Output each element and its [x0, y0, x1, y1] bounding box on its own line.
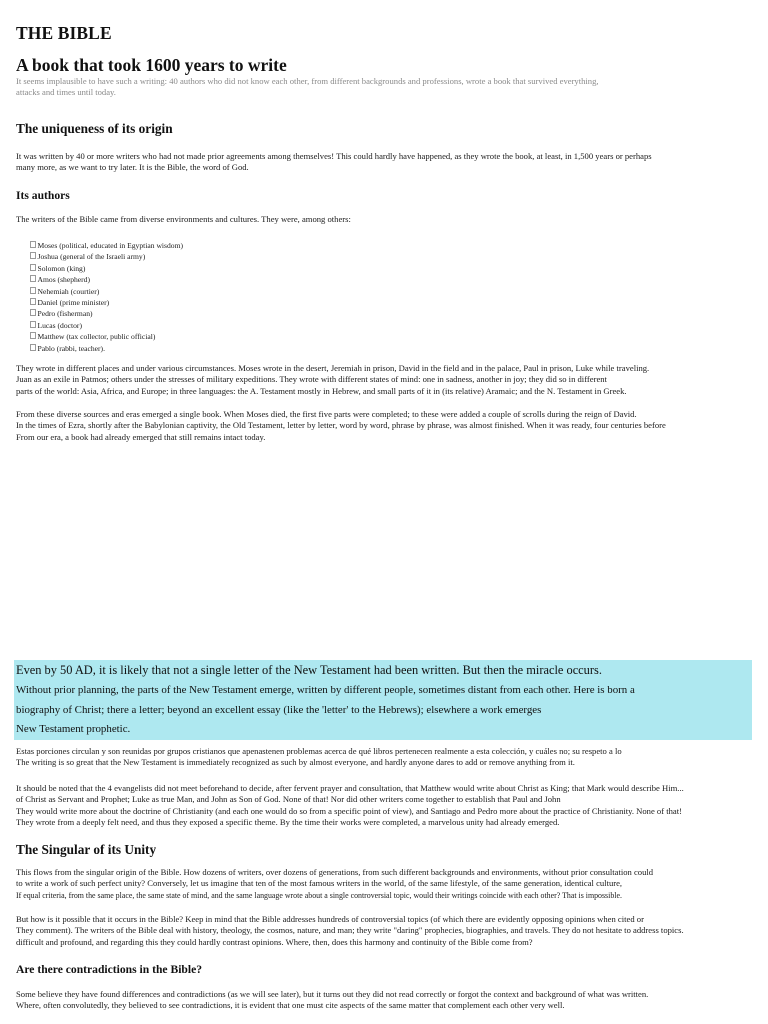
paragraph-line: It was written by 40 or more writers who had not made prior agreements among themselves! This could hardly have happened, as they wrote the book, at least, in 1,500 years or perhaps: [16, 151, 652, 161]
highlight-line: Even by 50 AD, it is likely that not a single letter of the New Testament had been written. But then the miracle occurs.: [16, 663, 602, 677]
unity-paragraph: [16, 867, 653, 901]
list-item-text: Lucas (doctor): [37, 320, 82, 330]
paragraph-line: Some believe they have found differences and contradictions (as we will see later), but it turns out they did not read correctly or forgot the context and background of what was written.: [16, 989, 649, 999]
circulation-paragraph: [16, 746, 622, 769]
list-item-text: Nehemiah (courtier): [37, 286, 100, 296]
list-item-text: Pedro (fisherman): [37, 309, 93, 319]
paragraph-line: From these diverse sources and eras emerged a single book. When Moses died, the first five parts were completed; to these were added a couple of scrolls during the reign of David.: [16, 409, 637, 419]
controversial-paragraph: [16, 914, 684, 948]
section-heading-contradictions: Are there contradictions in the Bible?: [16, 963, 203, 976]
list-item-text: Joshua (general of the Israeli army): [37, 252, 146, 262]
list-item-text: Amos (shepherd): [37, 275, 91, 285]
paragraph-line: If equal criteria, from the same place, the same state of mind, and the same language wrote about a single controversial topic, would their writings coincide with each other? That is impossible.: [16, 890, 622, 900]
paragraph-line: They wrote in different places and under various circumstances. Moses wrote in the desert, Jeremiah in prison, David in the field and in the palace, Paul in prison, Luke while traveling.: [16, 363, 650, 373]
evangelists-paragraph: [16, 783, 684, 828]
uniqueness-paragraph: [16, 151, 652, 174]
intro-paragraph: [16, 76, 716, 99]
paragraph-line: many more, as we want to try later. It is the Bible, the word of God.: [16, 162, 249, 173]
highlight-line: Without prior planning, the parts of the New Testament emerge, written by different people, sometimes distant from each other. Here is born a: [16, 684, 635, 696]
list-item: [30, 320, 183, 331]
bullet-box-icon: [30, 241, 36, 248]
list-item: [30, 263, 183, 274]
highlight-line: New Testament prophetic.: [16, 723, 131, 735]
list-item-text: Matthew (tax collector, public official): [37, 332, 156, 342]
paragraph-line: This flows from the singular origin of the Bible. How dozens of writers, over dozens of generations, from such different backgrounds and environments, without prior consultation could: [16, 867, 654, 877]
list-item-text: Solomon (king): [37, 263, 86, 273]
section-heading-uniqueness: The uniqueness of its origin: [16, 121, 173, 136]
highlight-line: biography of Christ; there a letter; beyond an excellent essay (like the 'letter' to the Hebrews); elsewhere a work emerges: [16, 704, 542, 716]
list-item-text: Moses (political, educated in Egyptian wisdom): [37, 241, 184, 250]
paragraph-line: Where, often convolutedly, they believed to see contradictions, it is evident that one must cite aspects of the same matter that complement each other very well.: [16, 1000, 565, 1011]
paragraph-line: The writing is so great that the New Testament is immediately recognized as such by almost everyone, and hardly anyone dares to add or remove anything from it.: [16, 757, 575, 768]
paragraph-line: In the times of Ezra, shortly after the Babylonian captivity, the Old Testament, letter by letter, word by word, phrase by phrase, was almost finished. When it was ready, four centuries before: [16, 420, 666, 431]
bullet-box-icon: [30, 287, 36, 294]
bullet-box-icon: [30, 298, 36, 305]
section-heading-authors: Its authors: [16, 189, 70, 202]
intro-line: attacks and times until today.: [16, 87, 116, 98]
authors-intro-paragraph: [16, 214, 351, 225]
paragraph-line: Estas porciones circulan y son reunidas por grupos cristianos que apenastenen problemas acerca de qué libros pertenecen realmente a esta colección, y cuáles no; su respeto a lo: [16, 746, 622, 756]
list-item: [30, 331, 183, 342]
paragraph-line: Juan as an exile in Patmos; others under the stresses of military expeditions. They wrote with different states of mind: one in sadness, another in joy; they did so in different: [16, 374, 607, 385]
paragraph-line: of Christ as Servant and Prophet; Luke as true Man, and John as Son of God. None of that! Nor did other writers come together to establish that Paul and John: [16, 794, 561, 805]
list-item: [30, 274, 183, 285]
paragraph-line: difficult and profound, and regarding this they could hardly contrast opinions. Where, then, does this harmony and continuity of the Bible come from?: [16, 936, 533, 947]
contradictions-paragraph: [16, 989, 648, 1012]
paragraph-line: But how is it possible that it occurs in the Bible? Keep in mind that the Bible addresses hundreds of controversial topics (of which there are evidently opposing opinions when cited or: [16, 914, 644, 924]
paragraph-line: to write a work of such perfect unity? Conversely, let us imagine that ten of the most famous writers in the world, of the same lifestyle, of the same generation, identical culture,: [16, 878, 623, 889]
paragraph-line: It should be noted that the 4 evangelists did not meet beforehand to decide, after fervent prayer and consultation, that Matthew would write about Christ as King; that Mark would describe Him...: [16, 783, 684, 793]
authors-list: [30, 240, 183, 354]
bullet-box-icon: [30, 332, 36, 339]
paragraph-line: parts of the world: Asia, Africa, and Europe; in three languages: the A. Testament mostly in Hebrew, and small parts of it in (its relative) Aramaic; and the N. Testament in Greek.: [16, 385, 627, 396]
bullet-box-icon: [30, 344, 36, 351]
section-heading-unity: The Singular of its Unity: [16, 842, 157, 857]
list-item: [30, 240, 183, 251]
highlight-block: [14, 660, 752, 740]
document-title: THE BIBLE: [16, 23, 112, 43]
list-item: [30, 251, 183, 262]
paragraph-line: They wrote from a deeply felt need, and thus they exposed a specific theme. By the time their works were completed, a marvelous unity had already emerged.: [16, 816, 560, 827]
paragraph-line: They comment). The writers of the Bible deal with history, theology, the cosmos, nature, and man; they write "daring" prophecies, biographies, and travels. They do not hesitate to address topics.: [16, 925, 684, 936]
list-item-text: Pablo (rabbi, teacher).: [37, 343, 105, 353]
document-subtitle: A book that took 1600 years to write: [16, 55, 287, 75]
intro-line: It seems implausible to have such a writing: 40 authors who did not know each other, from different backgrounds and professions, wrote a book that survived everything,: [16, 76, 599, 86]
bullet-box-icon: [30, 264, 36, 271]
list-item: [30, 297, 183, 308]
list-item: [30, 308, 183, 319]
bullet-box-icon: [30, 321, 36, 328]
paragraph-line: The writers of the Bible came from diverse environments and cultures. They were, among others:: [16, 214, 351, 224]
paragraph-line: From our era, a book had already emerged that still remains intact today.: [16, 431, 266, 442]
bullet-box-icon: [30, 252, 36, 259]
list-item: [30, 343, 183, 354]
list-item: [30, 286, 183, 297]
bullet-box-icon: [30, 275, 36, 282]
places-paragraph: [16, 363, 649, 397]
bullet-box-icon: [30, 309, 36, 316]
paragraph-line: They would write more about the doctrine of Christianity (and each one would do so from a specific point of view), and Santiago and Pedro more about the practice of Christianity. None of that!: [16, 805, 682, 816]
sources-paragraph: [16, 409, 666, 443]
list-item-text: Daniel (prime minister): [37, 298, 110, 308]
